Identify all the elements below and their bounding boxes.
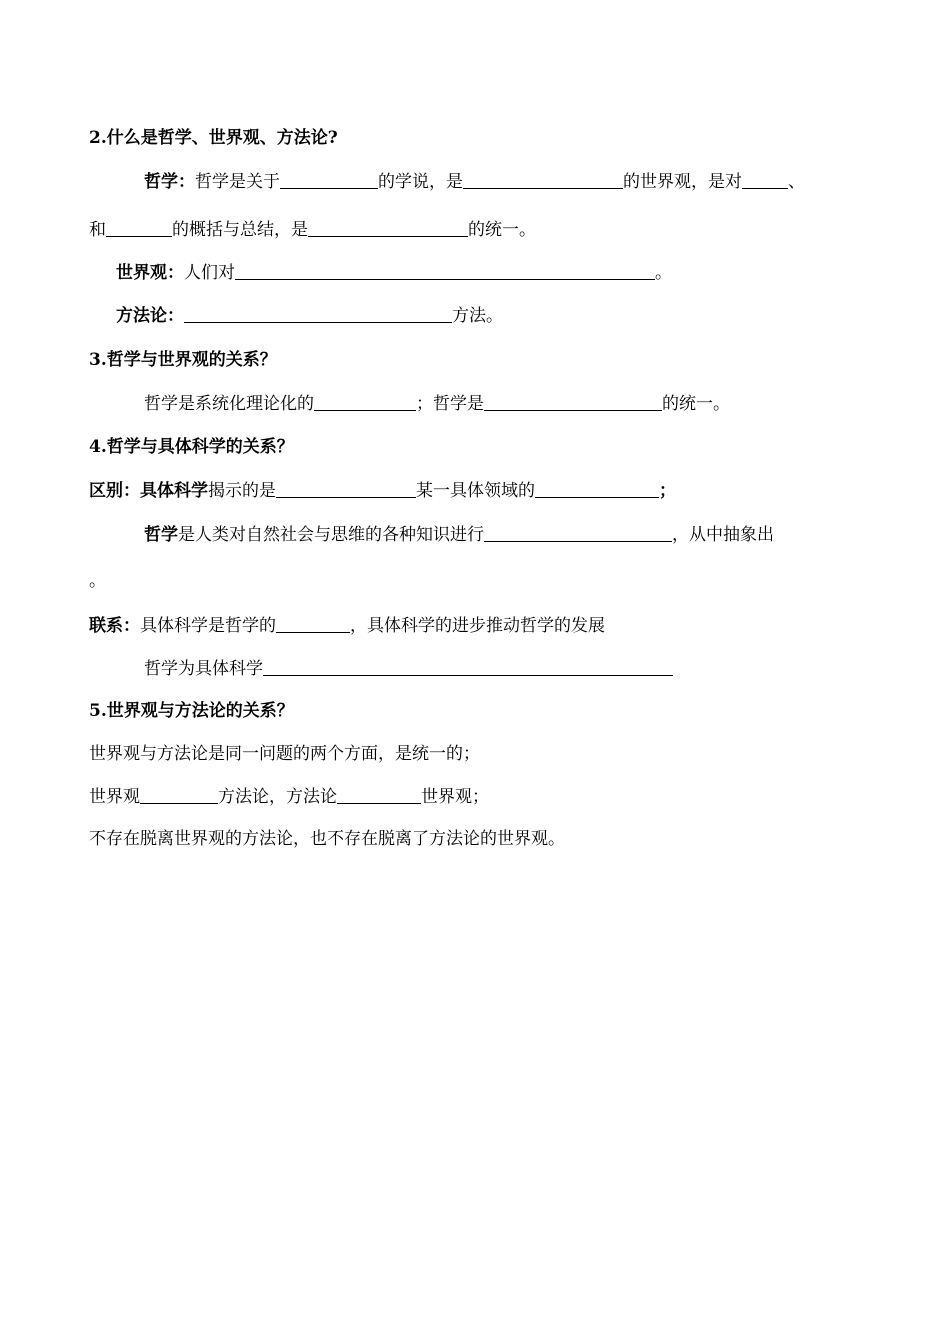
blank-field[interactable] [235,263,655,280]
qubie-label: 区别： [89,481,140,501]
text: 世界观 [89,787,140,807]
text: 哲学是系统化理论化的 [144,394,314,414]
q5-heading: 5.世界观与方法论的关系？ [89,701,294,721]
text: 的学说，是 [378,172,463,192]
blank-field[interactable] [184,306,452,323]
text: 。 [655,263,672,283]
text: ，具体科学的进步推动哲学的发展 [350,616,605,636]
qubie-line [89,480,676,502]
zhexue-def-line [144,524,774,546]
zhexue-line-1 [144,171,805,193]
text: ，从中抽象出 [672,525,774,545]
q3-line [144,393,730,415]
lianxi-label: 联系： [89,616,140,636]
text: 世界观； [421,787,489,807]
text: 方法论，方法论 [218,787,337,807]
zhexue-label: 哲学： [144,172,195,192]
blank-field[interactable] [263,659,673,676]
shijieguan-label: 世界观： [116,263,184,283]
text: 揭示的是 [208,481,276,501]
jutikexue-label: 具体科学 [140,481,208,501]
blank-field[interactable] [280,172,378,189]
text: 人们对 [184,263,235,283]
blank-field[interactable] [337,787,421,804]
q2-heading: 2.什么是哲学、世界观、方法论? [89,128,338,148]
blank-field[interactable] [106,220,172,237]
text: ；哲学是 [416,394,484,414]
q3-heading: 3.哲学与世界观的关系？ [89,350,277,370]
text: 、 [788,172,805,192]
text: 方法。 [452,306,503,326]
blank-field[interactable] [314,394,416,411]
zhexue-def-end [89,570,106,592]
text: 和 [89,220,106,240]
blank-field[interactable] [276,481,416,498]
text: 某一具体领域的 [416,481,535,501]
text: 具体科学是哲学的 [140,616,276,636]
text: 的世界观，是对 [623,172,742,192]
blank-field[interactable] [276,616,350,633]
fangfalun-line [116,305,503,327]
blank-field[interactable] [484,394,662,411]
blank-field[interactable] [535,481,659,498]
q5-para-2 [89,786,489,808]
text: 是人类对自然社会与思维的各种知识进行 [178,525,484,545]
blank-field[interactable] [463,172,623,189]
text: ； [659,481,676,501]
text: 哲学是关于 [195,172,280,192]
zhexue-line-2 [89,219,536,241]
text: 哲学为具体科学 [144,659,263,679]
zhexue-label: 哲学 [144,525,178,545]
text: 的概括与总结，是 [172,220,308,240]
lianxi-line-2 [144,658,673,680]
blank-field[interactable] [484,525,672,542]
fangfalun-label: 方法论： [116,306,184,326]
blank-field[interactable] [742,172,788,189]
text: 的统一。 [662,394,730,414]
q5-para-1: 世界观与方法论是同一问题的两个方面，是统一的； [89,744,480,764]
text: 。 [89,571,106,591]
blank-field[interactable] [308,220,468,237]
blank-field[interactable] [140,787,218,804]
q4-heading: 4.哲学与具体科学的关系？ [89,437,294,457]
shijieguan-line [116,262,672,284]
text: 的统一。 [468,220,536,240]
lianxi-line [89,615,605,637]
q5-para-3: 不存在脱离世界观的方法论，也不存在脱离了方法论的世界观。 [89,829,565,849]
